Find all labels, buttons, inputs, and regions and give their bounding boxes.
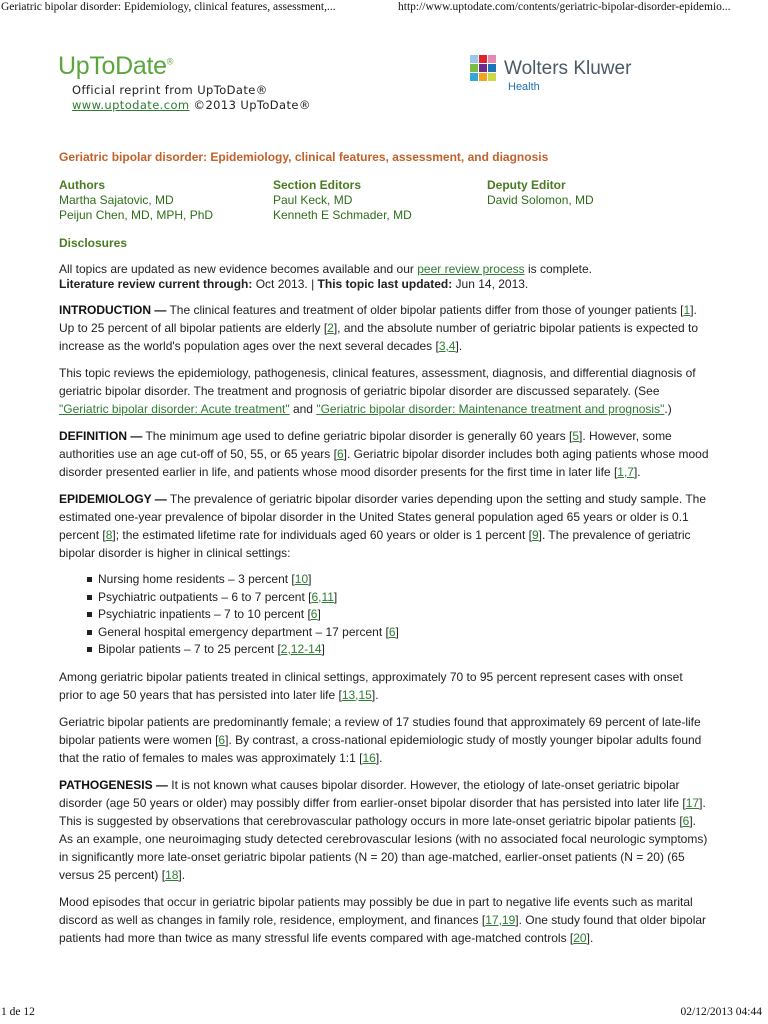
prevalence-list xyxy=(59,571,709,659)
copyright-text: ©2013 UpToDate® xyxy=(189,98,311,112)
life-events-paragraph xyxy=(59,893,709,947)
epidemiology-paragraph xyxy=(59,490,709,562)
introduction-paragraph xyxy=(59,301,709,355)
body-text: ]. One study found that older bipolar patients had more than twice as many stressful life events compared with age-matched controls [ xyxy=(59,912,707,945)
list-item-text: ] xyxy=(333,589,338,604)
body-text: ]. Up to 25 percent of all bipolar patients are elderly [ xyxy=(59,303,697,335)
deputy-editor-column xyxy=(487,178,701,223)
reprint-notice xyxy=(72,83,311,113)
list-item xyxy=(98,641,709,659)
body-text: Among geriatric bipolar patients treated in clinical settings, approximately 70 to 95 percent represent cases with onset prior to age 50 years that has persisted into later life [ xyxy=(59,669,683,702)
section-heading: EPIDEMIOLOGY — xyxy=(59,492,167,506)
wolters-kluwer-mark-icon xyxy=(470,55,496,81)
article xyxy=(59,150,709,956)
section-heading: DEFINITION — xyxy=(59,429,143,443)
reprint-line: Official reprint from UpToDate® xyxy=(72,83,268,97)
definition-paragraph xyxy=(59,427,709,481)
list-item-text: ] xyxy=(321,642,325,656)
list-item-text: ] xyxy=(395,624,399,639)
acute-treatment-link[interactable]: "Geriatric bipolar disorder: Acute treatment" xyxy=(59,402,290,416)
reference-link[interactable]: 6 xyxy=(336,447,344,461)
section-editor-name: Paul Keck, MD xyxy=(273,193,353,207)
reference-link[interactable]: 1,7 xyxy=(617,465,634,479)
author-name: Peijun Chen, MD, MPH, PhD xyxy=(59,208,214,222)
deputy-editor-label: Deputy Editor xyxy=(487,178,566,192)
publisher-division: Health xyxy=(508,81,540,93)
body-text: ]. xyxy=(586,930,594,945)
body-text: ]. By contrast, a cross-national epidemiologic study of mostly younger bipolar adults found that the ratio of females to males was approximately 1:1 [ xyxy=(59,732,702,765)
section-editors-column xyxy=(273,178,487,223)
print-datetime: 02/12/2013 04:44 xyxy=(680,1006,762,1018)
review-value: Oct 2013. | xyxy=(252,277,318,291)
body-text: The minimum age used to define geriatric bipolar disorder is generally 60 years [ xyxy=(142,429,573,443)
disclosures-heading[interactable]: Disclosures xyxy=(59,236,128,250)
body-text: ], and the absolute number of geriatric bipolar patients is expected to increase as the world's population ages over the next several decades [ xyxy=(59,321,699,353)
body-text: ]. xyxy=(455,339,463,353)
body-text: ]; the estimated lifetime rate for individuals aged 60 years or older is 1 percent [ xyxy=(112,528,532,542)
list-item-text: General hospital emergency department – 17 percent [ xyxy=(98,624,389,639)
reference-link[interactable]: 10 xyxy=(294,572,309,586)
reference-link[interactable]: 20 xyxy=(573,930,587,945)
body-text: This topic reviews the epidemiology, pathogenesis, clinical features, assessment, diagnosis, and differential diagnosis of geriatric bipolar disorder. The treatment and prognosis of geriatric bipolar disorder are discussed separately. (See xyxy=(59,366,696,398)
reference-link[interactable]: 16 xyxy=(362,750,376,765)
authors-label: Authors xyxy=(59,178,105,192)
print-header-title: Geriatric bipolar disorder: Epidemiology, clinical features, assessment,... xyxy=(1,1,336,13)
notice-text: is complete. xyxy=(524,262,592,276)
section-editor-name: Kenneth E Schmader, MD xyxy=(273,208,412,222)
reference-link[interactable]: 6 xyxy=(310,607,318,621)
section-heading: PATHOGENESIS — xyxy=(59,777,168,792)
section-editors-label: Section Editors xyxy=(273,178,362,192)
list-item xyxy=(98,624,709,642)
page-number: 1 de 12 xyxy=(1,1006,35,1018)
body-text: ]. As an example, one neuroimaging study detected cerebrovascular lesions (with no associated focal neurologic symptoms) in significantly more late-onset geriatric bipolar patients (N = 20) than age-matched, earlier-onset patients (N = 20) (65 versus 25 percent) [ xyxy=(59,813,708,882)
list-item xyxy=(98,589,709,607)
reference-link[interactable]: 5 xyxy=(572,429,580,443)
list-item-text: ] xyxy=(308,572,312,586)
reference-link[interactable]: 6 xyxy=(388,624,396,639)
print-header-url: http://www.uptodate.com/contents/geriatric-bipolar-disorder-epidemio... xyxy=(398,1,731,13)
reference-link[interactable]: 18 xyxy=(165,867,179,882)
updated-label: This topic last updated: xyxy=(317,277,453,291)
pathogenesis-paragraph xyxy=(59,776,709,884)
gender-paragraph xyxy=(59,713,709,767)
uptodate-logo xyxy=(58,52,173,81)
body-text: ]. xyxy=(375,750,383,765)
page-title: Geriatric bipolar disorder: Epidemiology, clinical features, assessment, and diagnosis xyxy=(59,150,549,164)
reprint-link-line xyxy=(72,98,311,113)
peer-review-link[interactable]: peer review process xyxy=(417,262,525,276)
wolters-kluwer-logo xyxy=(470,55,650,95)
reference-link[interactable]: 2,12-14 xyxy=(280,642,322,656)
reference-link[interactable]: 9 xyxy=(531,528,539,542)
body-text: Geriatric bipolar patients are predominantly female; a review of 17 studies found that approximately 69 percent of late-life bipolar patients were women [ xyxy=(59,714,701,747)
review-label: Literature review current through: xyxy=(59,277,253,291)
update-notice xyxy=(59,262,709,292)
reference-link[interactable]: 1 xyxy=(683,303,691,317)
registered-mark: ® xyxy=(166,56,174,67)
body-text: ]. However, some authorities use an age cut-off of 50, 55, or 65 years [ xyxy=(59,429,672,461)
reference-link[interactable]: 6 xyxy=(218,732,226,747)
updated-value: Jun 14, 2013. xyxy=(452,277,529,291)
body-text: ]. Geriatric bipolar disorder includes both aging patients whose mood disorder presented earlier in life, and patients whose mood disorder presents for the first time in later life [ xyxy=(59,447,709,479)
body-text: The prevalence of geriatric bipolar disorder varies depending upon the setting and study sample. The estimated one-year prevalence of bipolar disorder in the United States general population aged 65 years or older is 0.1 percent [ xyxy=(59,492,707,542)
body-text: ]. xyxy=(371,687,379,702)
body-text: ]. The prevalence of geriatric bipolar disorder is higher in clinical settings: xyxy=(59,528,691,560)
reference-link[interactable]: 17,19 xyxy=(485,912,516,927)
reference-link[interactable]: 6,11 xyxy=(311,589,334,604)
list-item-text: Psychiatric outpatients – 6 to 7 percent [ xyxy=(98,589,312,604)
section-heading: INTRODUCTION — xyxy=(59,303,167,317)
body-text: ]. xyxy=(633,465,641,479)
body-text: and xyxy=(289,402,317,416)
body-text: ]. xyxy=(178,867,186,882)
authors-column xyxy=(59,178,273,223)
reference-link[interactable]: 6 xyxy=(682,813,690,828)
reference-link[interactable]: 8 xyxy=(105,528,113,542)
uptodate-link[interactable]: www.uptodate.com xyxy=(72,98,190,112)
list-item xyxy=(98,606,709,624)
reference-link[interactable]: 2 xyxy=(327,321,334,335)
reference-link[interactable]: 3,4 xyxy=(438,339,456,353)
notice-text: All topics are updated as new evidence becomes available and our xyxy=(59,262,418,276)
list-item-text: Psychiatric inpatients – 7 to 10 percent [ xyxy=(98,607,311,621)
body-text: .) xyxy=(664,402,672,416)
body-text: ]. This is suggested by observations that cerebrovascular pathology occurs in more late-onset geriatric bipolar patients [ xyxy=(59,795,706,828)
maintenance-treatment-link[interactable]: "Geriatric bipolar disorder: Maintenance treatment and prognosis" xyxy=(316,402,665,416)
reference-link[interactable]: 13,15 xyxy=(341,687,372,702)
onset-paragraph xyxy=(59,668,709,704)
reference-link[interactable]: 17 xyxy=(685,795,700,810)
uptodate-logo-text: UpToDate xyxy=(58,52,167,80)
credits xyxy=(59,178,709,223)
print-header xyxy=(0,0,768,16)
print-footer xyxy=(0,1006,768,1022)
list-item-text: ] xyxy=(317,607,321,621)
body-text: The clinical features and treatment of older bipolar patients differ from those of younger patients [ xyxy=(166,303,684,317)
scope-paragraph xyxy=(59,364,709,418)
list-item-text: Bipolar patients – 7 to 25 percent [ xyxy=(98,642,281,656)
list-item-text: Nursing home residents – 3 percent [ xyxy=(98,572,295,586)
author-name: Martha Sajatovic, MD xyxy=(59,193,174,207)
list-item xyxy=(98,571,709,589)
body-text: It is not known what causes bipolar disorder. However, the etiology of late-onset geriatric bipolar disorder (age 50 years or older) may possibly differ from earlier-onset bipolar disorder that has persisted into later life [ xyxy=(59,777,686,810)
body-text: Mood episodes that occur in geriatric bipolar patients may possibly be due in part to negative life events such as marital discord as well as changes in family role, residence, employment, and finances [ xyxy=(59,894,693,927)
deputy-editor-name: David Solomon, MD xyxy=(487,193,594,207)
publisher-name: Wolters Kluwer xyxy=(504,58,632,79)
